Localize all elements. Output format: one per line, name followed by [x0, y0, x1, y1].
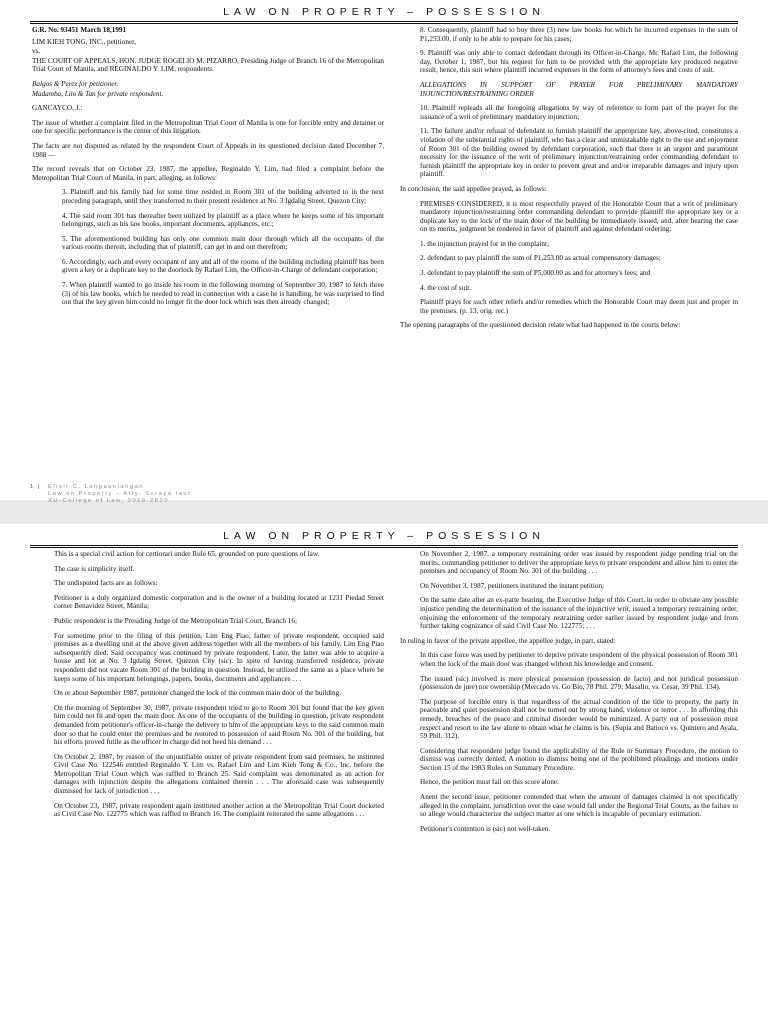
prayer-item: 3. defendant to pay plaintiff the sum of P5,000.00 as and for attorney's fees; and	[420, 269, 651, 278]
versus-line: vs.	[32, 47, 41, 56]
respondents-line: THE COURT OF APPEALS, HON. JUDGE ROGELIO M. PIZARRO, Presiding Judge of Branch 16 of the Metropolitan Trial Court of Manila, and REGINALDO Y. LIM, respondents.	[32, 56, 384, 74]
page-header-title: LAW ON PROPERTY – POSSESSION	[223, 6, 545, 18]
paragraph: Petitioner is a duly organized domestic corporation and is the owner of a building located at 1231 Piedad Street corner Benavidez Street, Manila;	[54, 593, 384, 611]
paragraph: The opening paragraphs of the questioned decision relate what had happened in the courts below:	[400, 321, 681, 330]
footer-author: Elisir C. Langaunlangan	[48, 484, 145, 490]
page-header-title: LAW ON PROPERTY – POSSESSION	[223, 530, 545, 542]
paragraph: This is a special civil action for certiorari under Rule 65, grounded on pure questions of law.	[54, 550, 320, 558]
document-page-2	[0, 524, 768, 1024]
paragraph: The record reveals that on October 23, 1987, the appellee, Reginaldo Y. Lim, had filed a complaint before the Metropolitan Trial Court of Manila, in part, alleging, as follows:	[32, 165, 384, 182]
paragraph: The facts are not disputed as related by the respondent Court of Appeals in its questioned decision dated December 7, 1988 —	[32, 141, 384, 159]
allegations-heading: ALLEGATIONS IN SUPPORT OF PRAYER FOR PRELIMINARY MANDATORY INJUNCTION/RESTRAINING ORDER	[420, 80, 738, 98]
quoted-allegation: 10. Plaintiff repleads all the foregoing allegations by way of reference to form part of the prayer for the issuance of a writ of preliminary mandatory injunction;	[420, 104, 738, 121]
paragraph: On the same date after an ex-parte hearing, the Executive Judge of this Court, in order to obviate any possible injustice pending the determination of the issuance of the injunctive writ, issued a temporary restraining order, enjoining the enforcement of the temporary restraining order earlier issued by respondent judge and from further taking cognizance of said Civil Case No. 122775; . . .	[420, 596, 738, 631]
quoted-ruling: Petitioner's contention is (sic) not well-taken.	[420, 824, 551, 833]
paragraph: The issue of whether a complaint filed in the Metropolitan Trial Court of Manila is one for forcible entry and detainer or one for specific performance is the center of this litigation.	[32, 118, 384, 136]
paragraph: On November 3, 1987, petitioners instituted the instant petition;	[420, 581, 605, 590]
paragraph: In conclusion, the said appellee prayed, as follows:	[400, 184, 547, 193]
quoted-allegation: 5. The aforementioned building has only one common main door through which all the occupants of the various rooms therein, including that of plaintiff, can get in and out therefrom;	[62, 234, 384, 252]
counsel-respondent: Madamba, Lim & Tan for private respondent.	[32, 89, 164, 98]
page-footer	[30, 484, 191, 505]
quoted-ruling: The issued (sic) involved is mere physical possession (possession de facto) and not juridical possession (possession de jure) nor ownership (Mercado vs. Go Bio, 78 Phil. 279; Masallo, vs. Cesar, 39 Phil. 134).	[420, 674, 738, 692]
prayer-paragraph: PREMISES CONSIDERED, it is most respectfully prayed of the Honorable Court that a writ of preliminary mandatory injunction/restraining order commanding defendant to provide plaintiff the appropriate key or a duplicate key to the lock of the main door of the building be immediately issued, and, after hearing the case on its merits, judgment be rendered in favor of plaintiff and against defendant ordering:	[420, 199, 738, 234]
right-column	[400, 26, 738, 336]
paragraph: For sometime prior to the filing of this petition, Lim Eng Piao, father of private respondent, occupied said premises as a dwelling unit at the above given address together with all the members of his family. Lim Eng Piao subsequently died. Said occupancy was continued by private respondent. Later, the latter was able to acquire a house and lot at No. 3 Igdalig Street, Quezon City (sic). In spite of having transferred residence, private respondent did not vacate Room 301 of the building in question. Instead, he utilized the same as a place where he keeps some of his important belongings, papers, books, documents and appliances . . .	[54, 631, 384, 683]
quoted-ruling: In this case force was used by petitioner to deprive private respondent of the physical possession of Room 301 when the lock of the main door was changed without his knowledge and consent.	[420, 651, 738, 668]
prayer-item: 1. the injunction prayed for in the complaint;	[420, 239, 549, 248]
quoted-allegation: 4. The said room 301 has thereafter been utilized by plaintiff as a place where he keeps some of his important belongings, such as his law books, important documents, appliances, etc.;	[62, 211, 384, 229]
prayer-item: 2. defendant to pay plaintiff the sum of P1,253.00 as actual compensatory damages;	[420, 254, 661, 263]
paragraph: On October 2, 1987, by reason of the unjustifiable ouster of private respondent from said premises, he instituted Civil Case No. 122546 entitled Reginaldo Y. Lim vs. Rafael Lim and Lim Kieh Tong & Co., Inc. before the Metropolitan Trial Court which was raffled to Branch 25. Said complaint was denominated as an action for damages with injunction despite the allegations contained therein . . . The aforesaid case was subsequently dismissed for lack of jurisdiction . . .	[54, 752, 384, 796]
paragraph: On October 23, 1987, private respondent again instituted another action at the Metropolitan Trial Court docketed as Civil Case No. 122775 which was raffled to Branch 16. The complaint reiterated the same allegations . . .	[54, 801, 384, 819]
petitioner-line: LIM KIEH TONG, INC., petitioner,	[32, 37, 137, 46]
paragraph: On or about September 1987, petitioner changed the lock of the common main door of the building.	[54, 689, 342, 698]
quoted-ruling: Hence, the petition must fail on this score alone.	[420, 778, 559, 787]
header-rule	[30, 545, 738, 548]
quoted-allegation: 3. Plaintiff and his family had for some time resided in Room 301 of the building adverted to in the next preceding paragraph, until they transferred to their present residence at No. 3 Igdalig Street, Quezon City;	[62, 188, 384, 205]
document-page-1	[0, 0, 768, 504]
counsel-petitioner: Balgos & Perez for petitioner.	[32, 79, 119, 88]
footer-school: XU-College of Law, 2019-2020	[48, 498, 169, 504]
paragraph: The undisputed facts are as follows:	[54, 579, 158, 588]
paragraph: Public respondent is the Presiding Judge of the Metropolitan Trial Court, Branch 16;	[54, 616, 297, 625]
quoted-allegation: 7. When plaintiff wanted to go inside his room in the following morning of September 30, 1987 to fetch three (3) of his law books, which he needed to read in connection with a case he is handling, he was surprised to find out that the key given him could no longer fit the door lock which was then already changed;	[62, 281, 384, 307]
left-column	[54, 550, 384, 825]
ponente: GANCAYCO, J.:	[32, 104, 83, 113]
quoted-allegation: 6. Accordingly, each and every occupant of any and all of the rooms of the building including plaintiff has been given a key or a duplicate key to the doorlock by Rafael Lim, the Officer-in-Charge of defendant corporation;	[62, 257, 384, 275]
paragraph: In ruling in favor of the private appellee, the appellee judge, in part, stated:	[400, 636, 616, 645]
left-column	[32, 26, 384, 313]
case-number: G.R. No. 93451 March 18,1991	[32, 26, 127, 34]
prayer-item: 4. the cost of suit.	[420, 283, 472, 292]
header-rule	[30, 21, 738, 24]
paragraph: On the morning of September 30, 1987, private respondent tried to go to Room 301 but found that the key given him could not fit and open the main door. As one of the occupants of the building in question, private respondent demanded from petitioner's officer-in-charge the delivery to him of the appropriate keys to the said common main door so that he could enter the premises and be restored to possession of said Room No. 301 of the building, but his efforts proved futile as the officer in charge did not heed his demand . . .	[54, 703, 384, 747]
page-number: 1 |	[30, 484, 41, 490]
quoted-allegation: 11. The failure and/or refusal of defendant to furnish plaintiff the appropriate key, above-cited, constitutes a violation of the substantial rights of plaintiff, who has a clear and unmistakable right to the use and enjoyment of Room 301 of the building owned by defendant corporation, such that there is an urgent and paramount necessity for the issuance of the writ of preliminary injunction/restraining order commanding defendant to furnish plaintiff the appropriate key in order to prevent great and and/or irreparable damages and injury upon plaintiff.	[420, 127, 738, 179]
quoted-ruling: The purpose of forcible entry is that regardless of the actual condition of the title to property, the party in peaceable and quiet possession shall not be turned out by strong hand, violence or terror . . . In affording this remedy, breaches of the peace and criminal disorder would be minimized. A party out of possession must respect and resort to the law alone to obtain what he claims is his. (Supia and Batioco vs. Quintero and Ayala, 59 Phil. 312).	[420, 697, 738, 741]
quoted-allegation: 9. Plaintiff was only able to contact defendant through its Officer-in-Charge, Mr. Rafael Lim, the following day, October 1, 1987, but his request for him to be provided with the appropriate key produced negative result, hence, this suit where plaintiff incurred expenses in the form of attorney's fees and costs of suit.	[420, 49, 738, 75]
footer-course: Law on Property – Atty. Soraya Iaut	[48, 491, 192, 497]
paragraph: On November 2, 1987, a temporary restraining order was issued by respondent judge pending trial on the merits, commanding petitioner to deliver the appropriate keys to private respondent and allow him to enter the premises and occupancy of Room No. 301 of the building . . .	[420, 550, 738, 576]
prayer-paragraph: Plaintiff prays for such other reliefs and/or remedies which the Honorable Court may deem just and proper in the premises. (p. 13, orig. rec.)	[420, 298, 738, 315]
right-column	[400, 550, 738, 839]
quoted-allegation: 8. Consequently, plaintiff had to buy three (3) new law books for which he incurred expenses in the sum of P1,253.00, if only to be able to prepare for his cases;	[420, 26, 738, 43]
paragraph: The case is simplicity itself.	[54, 564, 135, 573]
quoted-ruling: Anent the second issue, petitioner contended that when the amount of damages claimed is not specifically alleged in the complaint, jurisdiction over the case would fall under the Regional Trial Courts, as the failure to so allege would characterize the subject matter as one which is incapable of pecuniary estimation.	[420, 793, 738, 819]
quoted-ruling: Considering that respondent judge found the applicability of the Rule in Summary Procedure, the motion to dismiss was correctly denied. A motion to dismiss being one of the prohibited pleadings and motions under Section 15 of the 1983 Rules on Summary Procedure.	[420, 746, 738, 772]
